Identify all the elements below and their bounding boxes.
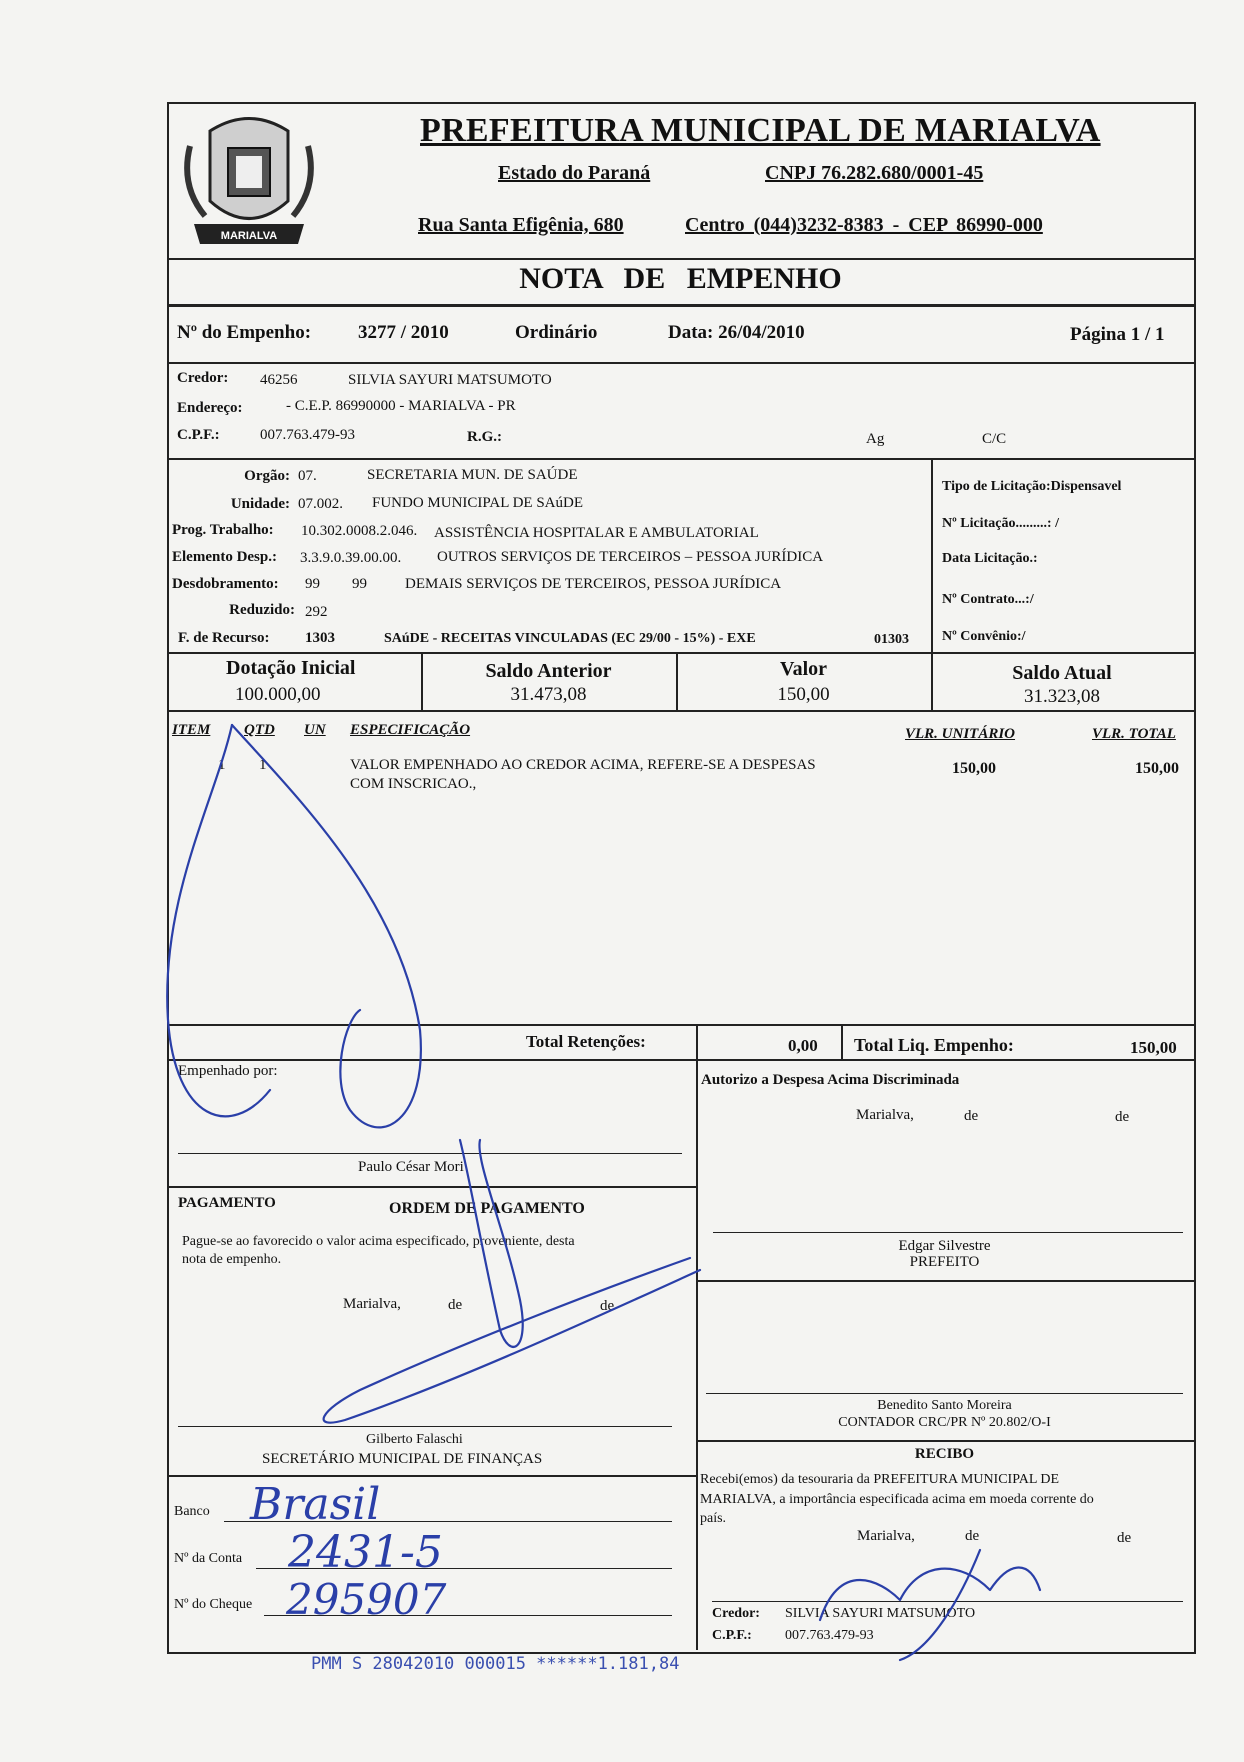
credor-name: SILVIA SAYURI MATSUMOTO [348,372,552,388]
autorizo-city: Marialva, [856,1107,914,1123]
orgao-label: Orgão: [244,468,290,484]
saldo-anterior-label: Saldo Anterior [485,660,612,682]
fonte-label: F. de Recurso: [178,630,270,646]
cpf-value: 007.763.479-93 [260,427,355,443]
reduzido-value: 292 [305,604,328,620]
document-title: NOTA DE EMPENHO [519,262,842,295]
secretario-role: SECRETÁRIO MUNICIPAL DE FINANÇAS [262,1451,543,1467]
valor-value: 150,00 [777,684,830,705]
empenhado-label: Empenhado por: [178,1063,278,1079]
recibo-credor-name: SILVIA SAYURI MATSUMOTO [785,1606,976,1621]
contador-role: CONTADOR CRC/PR Nº 20.802/O-I [838,1415,1051,1430]
unidade-code: 07.002. [298,496,343,512]
pen-stroke [232,725,421,1127]
col-vlr-unitario: VLR. UNITÁRIO [905,726,1016,742]
col-un: UN [304,722,326,738]
payment-stamp: PMM S 28042010 000015 ******1.181,84 [311,1654,680,1674]
orgao-name: SECRETARIA MUN. DE SAÚDE [367,467,578,483]
recibo-credor-label: Credor: [712,1606,760,1621]
tipo-licitacao: Tipo de Licitação:Dispensavel [942,479,1122,494]
recibo-text-3: país. [700,1511,727,1526]
credor-label: Credor: [177,370,229,386]
empenhado-name: Paulo César Mori [358,1159,464,1175]
unidade-name: FUNDO MUNICIPAL DE SAúDE [372,495,583,511]
fonte-num: 01303 [874,632,909,647]
handwritten-cheque: 295907 [286,1575,447,1624]
recibo-text-1: Recebi(emos) da tesouraria da PREFEITURA MUNICIPAL DE [700,1472,1060,1487]
elemento-label: Elemento Desp.: [172,549,277,565]
empenho-number-label: Nº do Empenho: [177,322,312,343]
endereco-value: - C.E.P. 86990000 - MARIALVA - PR [286,398,516,414]
data-licitacao: Data Licitação.: [942,551,1038,566]
numero-convenio: Nº Convênio:/ [942,629,1026,644]
contact-label: Centro (044)3232-8383 - CEP 86990-000 [685,214,1043,236]
pen-stroke [460,1140,523,1347]
autorizo-label: Autorizo a Despesa Acima Discriminada [701,1072,960,1088]
recibo-cpf-value: 007.763.479-93 [785,1628,874,1643]
cnpj-label: CNPJ 76.282.680/0001-45 [765,162,984,184]
signature-mark [900,1550,980,1660]
recibo-city: Marialva, [857,1528,915,1544]
pagamento-city: Marialva, [343,1296,401,1312]
valor-label: Valor [779,658,828,680]
page-number: Página 1 / 1 [1070,324,1165,345]
empenho-number: 3277 / 2010 [358,322,449,343]
pagamento-de-2: de [600,1298,615,1314]
saldo-atual-label: Saldo Atual [1012,662,1112,684]
autorizo-de-1: de [964,1108,979,1124]
credor-code: 46256 [260,372,298,388]
recibo-label: RECIBO [914,1446,975,1462]
reduzido-label: Reduzido: [229,602,295,618]
banco-label: Banco [174,1504,210,1519]
state-label: Estado do Paraná [498,162,651,184]
pagamento-de-1: de [448,1297,463,1313]
desdobramento-b: 99 [352,576,367,592]
endereco-label: Endereço: [177,400,243,416]
recibo-cpf-label: C.P.F.: [712,1628,752,1643]
item-especificacao-1: VALOR EMPENHADO AO CREDOR ACIMA, REFERE-SE A DESPESAS [350,757,816,773]
desdobramento-a: 99 [305,576,320,592]
prog-label: Prog. Trabalho: [172,522,274,538]
signature-mark [820,1568,1040,1621]
contador-name: Benedito Santo Moreira [877,1398,1012,1413]
dotacao-label: Dotação Inicial [226,657,356,679]
col-item: ITEM [172,722,211,738]
recibo-de-1: de [965,1528,980,1544]
col-especificacao: ESPECIFICAÇÃO [350,722,471,738]
svg-text:MARIALVA: MARIALVA [220,230,278,242]
saldo-anterior-value: 31.473,08 [510,684,587,705]
prefeito-name: Edgar Silvestre [898,1238,991,1254]
prog-code: 10.302.0008.2.046. [301,523,418,539]
empenho-type: Ordinário [515,322,598,343]
ordem-pagamento-label: ORDEM DE PAGAMENTO [389,1200,585,1217]
prefeito-role: PREFEITO [909,1254,980,1270]
item-vlr-unitario: 150,00 [952,760,996,777]
rg-label: R.G.: [467,429,502,445]
pen-stroke [324,1258,700,1423]
secretario-name: Gilberto Falaschi [366,1432,463,1447]
elemento-name: OUTROS SERVIÇOS DE TERCEIROS – PESSOA JURÍDICA [437,549,824,565]
total-liquido-label: Total Liq. Empenho: [854,1035,1014,1055]
item-especificacao-2: COM INSCRICAO., [350,776,477,792]
address-label: Rua Santa Efigênia, 680 [418,214,624,236]
desdobramento-name: DEMAIS SERVIÇOS DE TERCEIROS, PESSOA JURÍDICA [405,576,782,592]
item-vlr-total: 150,00 [1135,760,1179,777]
recibo-de-2: de [1117,1530,1132,1546]
elemento-code: 3.3.9.0.39.00.00. [300,550,402,566]
saldo-atual-value: 31.323,08 [1024,686,1100,707]
conta-label: Nº da Conta [174,1551,243,1566]
cheque-label: Nº do Cheque [174,1597,253,1612]
dotacao-value: 100.000,00 [235,684,321,705]
recibo-text-2: MARIALVA, a importância especificada acima em moeda corrente do [700,1492,1094,1507]
pagamento-label: PAGAMENTO [178,1195,276,1211]
cc-label: C/C [982,431,1007,447]
orgao-code: 07. [298,468,317,484]
col-qtd: QTD [244,722,275,738]
unidade-label: Unidade: [230,496,290,512]
cpf-label: C.P.F.: [177,427,220,443]
total-liquido-value: 150,00 [1130,1038,1177,1057]
org-title: PREFEITURA MUNICIPAL DE MARIALVA [420,112,1101,149]
total-retencoes-value: 0,00 [788,1036,818,1055]
fonte-code: 1303 [305,630,335,646]
pagamento-text-1: Pague-se ao favorecido o valor acima especificado, proveniente, desta [182,1234,575,1249]
fonte-name: SAúDE - RECEITAS VINCULADAS (EC 29/00 - 15%) - EXE [384,631,756,646]
empenho-date: Data: 26/04/2010 [668,322,805,343]
handwritten-conta: 2431-5 [288,1527,443,1578]
total-retencoes-label: Total Retenções: [526,1032,646,1051]
numero-licitacao: Nº Licitação.........: / [942,516,1059,531]
desdobramento-label: Desdobramento: [172,576,279,592]
numero-contrato: Nº Contrato...:/ [942,592,1034,607]
item-qtd: 1 [259,757,267,773]
ag-label: Ag [866,431,885,447]
col-vlr-total: VLR. TOTAL [1092,726,1176,742]
handwritten-banco: Brasil [250,1479,381,1530]
item-number: 1 [218,757,226,773]
pagamento-text-2: nota de empenho. [182,1252,282,1267]
autorizo-de-2: de [1115,1109,1130,1125]
pen-stroke [167,725,270,1116]
prog-name: ASSISTÊNCIA HOSPITALAR E AMBULATORIAL [434,525,759,541]
